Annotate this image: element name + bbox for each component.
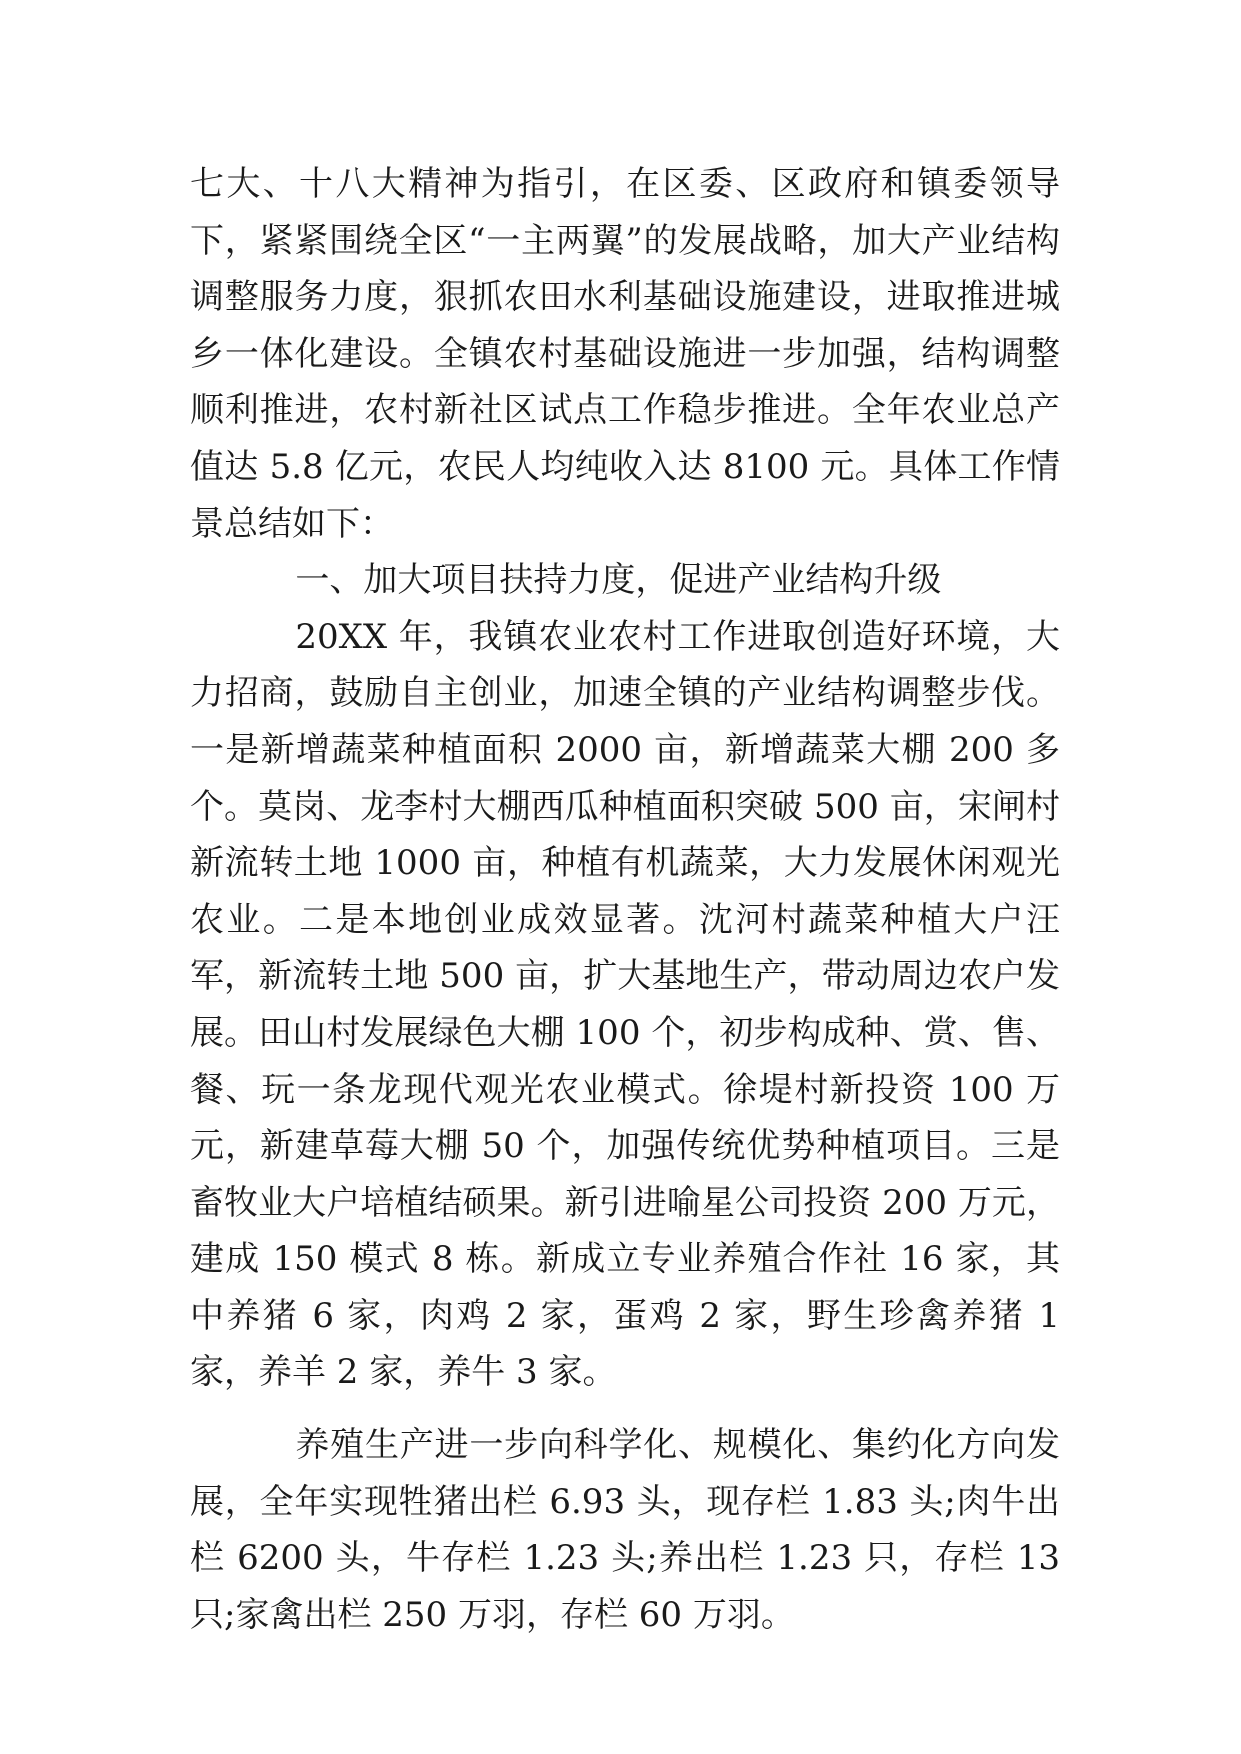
body-paragraph: 养殖生产进一步向科学化、规模化、集约化方向发展，全年实现牲猪出栏 6.93 头，现存栏 1.83 头;肉牛出栏 6200 头，牛存栏 1.23 头;养出栏 1.23 只，存栏 13 只;家禽出栏 250 万羽，存栏 60 万羽。 [190,1425,1060,1635]
document-body [190,156,1060,1643]
body-paragraph: 20XX 年，我镇农业农村工作进取创造好环境，大力招商，鼓励自主创业，加速全镇的产业结构调整步伐。一是新增蔬菜种植面积 2000 亩，新增蔬菜大棚 200 多个。莫岗、龙李村大棚西瓜种植面积突破 500 亩，宋闸村新流转土地 1000 亩，种植有机蔬菜，大力发展休闲观光农业。二是本地创业成效显著。沈河村蔬菜种植大户汪军，新流转土地 500 亩，扩大基地生产，带动周边农户发展。田山村发展绿色大棚 100 个，初步构成种、赏、售、餐、玩一条龙现代观光农业模式。徐堤村新投资 100 万元，新建草莓大棚 50 个，加强传统优势种植项目。三是畜牧业大户培植结硕果。新引进喻星公司投资 200 万元，建成 150 模式 8 栋。新成立专业养殖合作社 16 家，其中养猪 6 家，肉鸡 2 家，蛋鸡 2 家，野生珍禽养猪 1 家，养羊 2 家，养牛 3 家。 [190,616,1060,1393]
section-heading: 一、加大项目扶持力度，促进产业结构升级 [295,560,942,601]
intro-paragraph: 七大、十八大精神为指引，在区委、区政府和镇委领导下，紧紧围绕全区“一主两翼”的发展战略，加大产业结构调整服务力度，狠抓农田水利基础设施建设，进取推进城乡一体化建设。全镇农村基础设施进一步加强，结构调整顺利推进，农村新社区试点工作稳步推进。全年农业总产值达 5.8 亿元，农民人均纯收入达 8100 元。具体工作情景总结如下： [190,164,1060,544]
